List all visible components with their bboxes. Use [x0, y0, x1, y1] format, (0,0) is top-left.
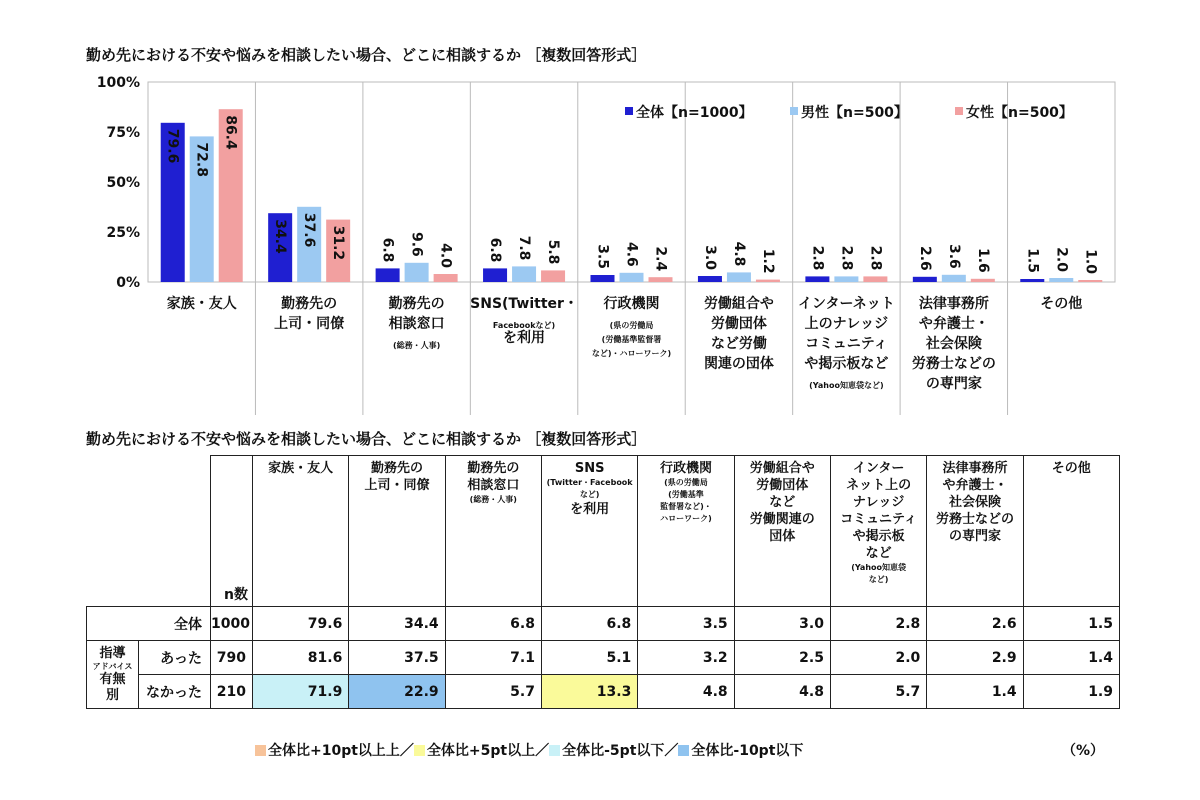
data-label: 1.0 [1082, 249, 1099, 274]
table-legend [255, 740, 803, 760]
bar [805, 276, 829, 282]
bar [698, 276, 722, 282]
data-label: 2.8 [809, 245, 826, 271]
x-tick-label: 行政機関 [603, 296, 660, 312]
column-header [1023, 456, 1119, 607]
table-header-row [87, 456, 1120, 607]
header-text: その他 [1051, 461, 1091, 476]
header-subtext: ハローワーク) [660, 514, 712, 523]
bar [541, 270, 565, 282]
x-tick-label: を利用 [503, 330, 546, 346]
header-text: 労働組合や [749, 461, 815, 476]
table-cell: 2.6 [927, 607, 1023, 641]
header-text: ネット上の [846, 478, 912, 493]
header-text: の専門家 [948, 529, 1001, 544]
legend-swatch [549, 745, 560, 756]
data-label: 1.2 [759, 248, 776, 274]
data-label: 79.6 [164, 128, 181, 164]
header-text: など [769, 495, 796, 510]
x-tick-label: インターネット [798, 296, 895, 312]
x-tick-label: 労務士などの [911, 356, 996, 372]
table-cell: 4.8 [638, 675, 734, 709]
row-label: あった [139, 641, 211, 675]
header-text: を利用 [570, 502, 610, 517]
n-header-cell: n数 [211, 456, 253, 607]
x-tick-label: コミュニティ [805, 336, 888, 352]
column-header [541, 456, 637, 607]
x-tick-label: (労働基準監督署 [601, 335, 662, 344]
header-subtext: 監督署など)・ [660, 502, 712, 511]
legend-swatch [625, 107, 633, 115]
data-label: 2.8 [867, 245, 884, 271]
x-tick-label: 相談窓口 [388, 316, 445, 332]
data-label: 2.0 [1053, 247, 1070, 272]
legend-swatch [414, 745, 425, 756]
x-tick-label: 上司・同僚 [274, 316, 345, 332]
x-tick-label: 社会保険 [925, 336, 982, 352]
header-text: コミュニティ [840, 512, 917, 527]
y-tick-label: 25% [106, 225, 140, 241]
header-text: や掲示板 [852, 529, 905, 544]
x-tick-label: や弁護士・ [918, 316, 989, 332]
bar [756, 280, 780, 282]
bar [591, 275, 615, 282]
bar [483, 268, 507, 282]
table-cell: 5.7 [830, 675, 926, 709]
header-text: 勤務先の [467, 461, 520, 476]
x-tick-label: 関連の団体 [703, 356, 774, 372]
bar [649, 277, 673, 282]
table-cell: 6.8 [541, 607, 637, 641]
n-cell: 210 [211, 675, 253, 709]
table-cell: 3.0 [734, 607, 830, 641]
data-label: 72.8 [193, 142, 210, 177]
row-label: なかった [139, 675, 211, 709]
column-header [349, 456, 445, 607]
column-header [638, 456, 734, 607]
data-label: 6.8 [379, 237, 396, 263]
bar [512, 266, 536, 282]
column-header [253, 456, 349, 607]
x-tick-label: の専門家 [925, 376, 982, 392]
data-label: 86.4 [222, 115, 239, 150]
legend-label: 全体比+10pt以上上／ [268, 743, 414, 759]
legend-label: 男性【n=500】 [801, 105, 908, 121]
bar [434, 274, 458, 282]
header-text: 上司・同僚 [364, 478, 430, 493]
x-tick-label: 上のナレッジ [804, 316, 889, 332]
table-cell: 2.9 [927, 641, 1023, 675]
legend-swatch [255, 745, 266, 756]
data-label: 4.0 [437, 243, 454, 268]
table-cell: 1.4 [927, 675, 1023, 709]
data-label: 2.4 [652, 246, 669, 272]
header-text: インター [852, 461, 905, 476]
x-tick-label: (県の労働局 [609, 321, 654, 330]
table-cell: 81.6 [253, 641, 349, 675]
table-row [87, 641, 1120, 675]
table-row [87, 607, 1120, 641]
x-tick-label: (Yahoo知恵袋など) [809, 381, 884, 390]
header-text: 労務士などの [935, 512, 1014, 527]
table-cell: 7.1 [445, 641, 541, 675]
header-text: 勤務先の [370, 461, 423, 476]
row-label: 全体 [87, 607, 211, 641]
data-label: 1.5 [1024, 248, 1041, 273]
data-label: 1.6 [974, 247, 991, 273]
data-label: 3.0 [701, 245, 718, 270]
bar [863, 276, 887, 282]
table-cell: 2.0 [830, 641, 926, 675]
legend-swatch [955, 107, 963, 115]
table-row [87, 675, 1120, 709]
data-label: 2.8 [838, 245, 855, 271]
bar [913, 277, 937, 282]
data-label: 4.8 [730, 241, 747, 267]
x-tick-label: (総務・人事) [392, 341, 441, 350]
legend-label: 女性【n=500】 [966, 105, 1073, 121]
results-table [86, 455, 1120, 709]
bar [1049, 278, 1073, 282]
data-label: 9.6 [408, 231, 425, 257]
table-cell: 4.8 [734, 675, 830, 709]
blank-header-cell [87, 456, 211, 607]
y-tick-label: 0% [116, 275, 140, 291]
header-subtext: など) [868, 575, 889, 584]
column-header [445, 456, 541, 607]
x-tick-label: Facebookなど) [492, 321, 556, 330]
bar [727, 272, 751, 282]
bar [971, 279, 995, 282]
legend-label: 全体比-10pt以下 [691, 743, 804, 759]
table-cell: 71.9 [253, 675, 349, 709]
table-cell: 79.6 [253, 607, 349, 641]
legend-label: 全体比+5pt以上／ [426, 743, 550, 759]
table-cell: 3.2 [638, 641, 734, 675]
header-text: 労働団体 [756, 478, 809, 493]
bar [834, 276, 858, 282]
legend-swatch [678, 745, 689, 756]
header-subtext: など) [579, 490, 600, 499]
bar [376, 268, 400, 282]
data-label: 3.5 [594, 244, 611, 269]
legend-swatch [790, 107, 798, 115]
group-label-line: 有無 [99, 671, 126, 687]
header-text: ナレッジ [852, 495, 905, 510]
table-cell: 6.8 [445, 607, 541, 641]
bar [620, 273, 644, 282]
bar [1078, 280, 1102, 282]
column-header [830, 456, 926, 607]
table-cell: 13.3 [541, 675, 637, 709]
header-text: 家族・友人 [268, 461, 334, 476]
table-cell: 1.9 [1023, 675, 1119, 709]
header-subtext: (労働基準 [668, 490, 704, 499]
legend-label: 全体【n=1000】 [636, 105, 753, 121]
n-cell: 790 [211, 641, 253, 675]
x-tick-label: 労働団体 [710, 316, 767, 332]
x-tick-label: 勤務先の [281, 296, 338, 312]
table-cell: 22.9 [349, 675, 445, 709]
y-tick-label: 50% [106, 175, 140, 191]
data-label: 37.6 [301, 212, 318, 248]
data-label: 7.8 [516, 235, 533, 261]
header-text: や弁護士・ [942, 478, 1008, 493]
n-cell: 1000 [211, 607, 253, 641]
y-tick-label: 100% [96, 75, 140, 91]
y-tick-label: 75% [106, 125, 140, 141]
header-text: 相談窓口 [467, 478, 520, 493]
header-text: 法律事務所 [942, 461, 1008, 476]
table-title: 勤め先における不安や悩みを相談したい場合、どこに相談するか ［複数回答形式］ [86, 430, 647, 448]
data-label: 6.8 [487, 237, 504, 263]
column-header [927, 456, 1023, 607]
data-label: 34.4 [272, 219, 289, 254]
x-tick-label: 家族・友人 [166, 296, 237, 312]
data-label: 5.8 [545, 239, 562, 265]
chart-title: 勤め先における不安や悩みを相談したい場合、どこに相談するか ［複数回答形式］ [86, 46, 647, 64]
x-tick-label: や掲示板など [804, 356, 889, 372]
x-tick-label: 勤務先の [388, 296, 445, 312]
x-tick-label: 労働組合や [703, 296, 774, 312]
table-cell: 2.8 [830, 607, 926, 641]
header-subtext: (総務・人事) [469, 495, 517, 504]
table-cell: 34.4 [349, 607, 445, 641]
unit-label: （%） [1061, 743, 1104, 759]
group-label-line: 指導 [99, 645, 126, 661]
table-cell: 37.5 [349, 641, 445, 675]
table-cell: 5.1 [541, 641, 637, 675]
bar [1020, 279, 1044, 282]
legend-label: 全体比-5pt以下／ [562, 743, 679, 759]
bar [405, 263, 429, 282]
header-subtext: (県の労働局 [664, 478, 708, 487]
header-text: 社会保険 [948, 495, 1001, 510]
header-text: 労働関連の [749, 512, 815, 527]
bar [942, 275, 966, 282]
x-tick-label: 法律事務所 [918, 296, 989, 312]
group-label-line: 別 [105, 687, 119, 703]
table-cell: 1.5 [1023, 607, 1119, 641]
table-cell: 1.4 [1023, 641, 1119, 675]
x-tick-label: その他 [1040, 296, 1083, 312]
data-label: 3.6 [945, 243, 962, 269]
header-text: 行政機関 [659, 461, 712, 476]
header-subtext: (Yahoo知恵袋 [851, 563, 907, 572]
group-label-small: アドバイス [92, 661, 133, 671]
header-text: など [865, 546, 892, 561]
table-cell: 5.7 [445, 675, 541, 709]
x-tick-label: SNS(Twitter・ [470, 296, 578, 312]
table-cell: 2.5 [734, 641, 830, 675]
table-cell: 3.5 [638, 607, 734, 641]
column-header [734, 456, 830, 607]
data-label: 2.6 [916, 245, 933, 271]
x-tick-label: など労働 [710, 336, 767, 352]
group-label [87, 641, 139, 709]
data-label: 31.2 [330, 225, 347, 261]
header-text: SNS [574, 461, 605, 476]
x-tick-label: など)・ハローワーク) [591, 349, 672, 358]
header-text: 団体 [769, 529, 796, 544]
header-subtext: (Twitter・Facebook [546, 478, 633, 487]
data-label: 4.6 [623, 241, 640, 267]
